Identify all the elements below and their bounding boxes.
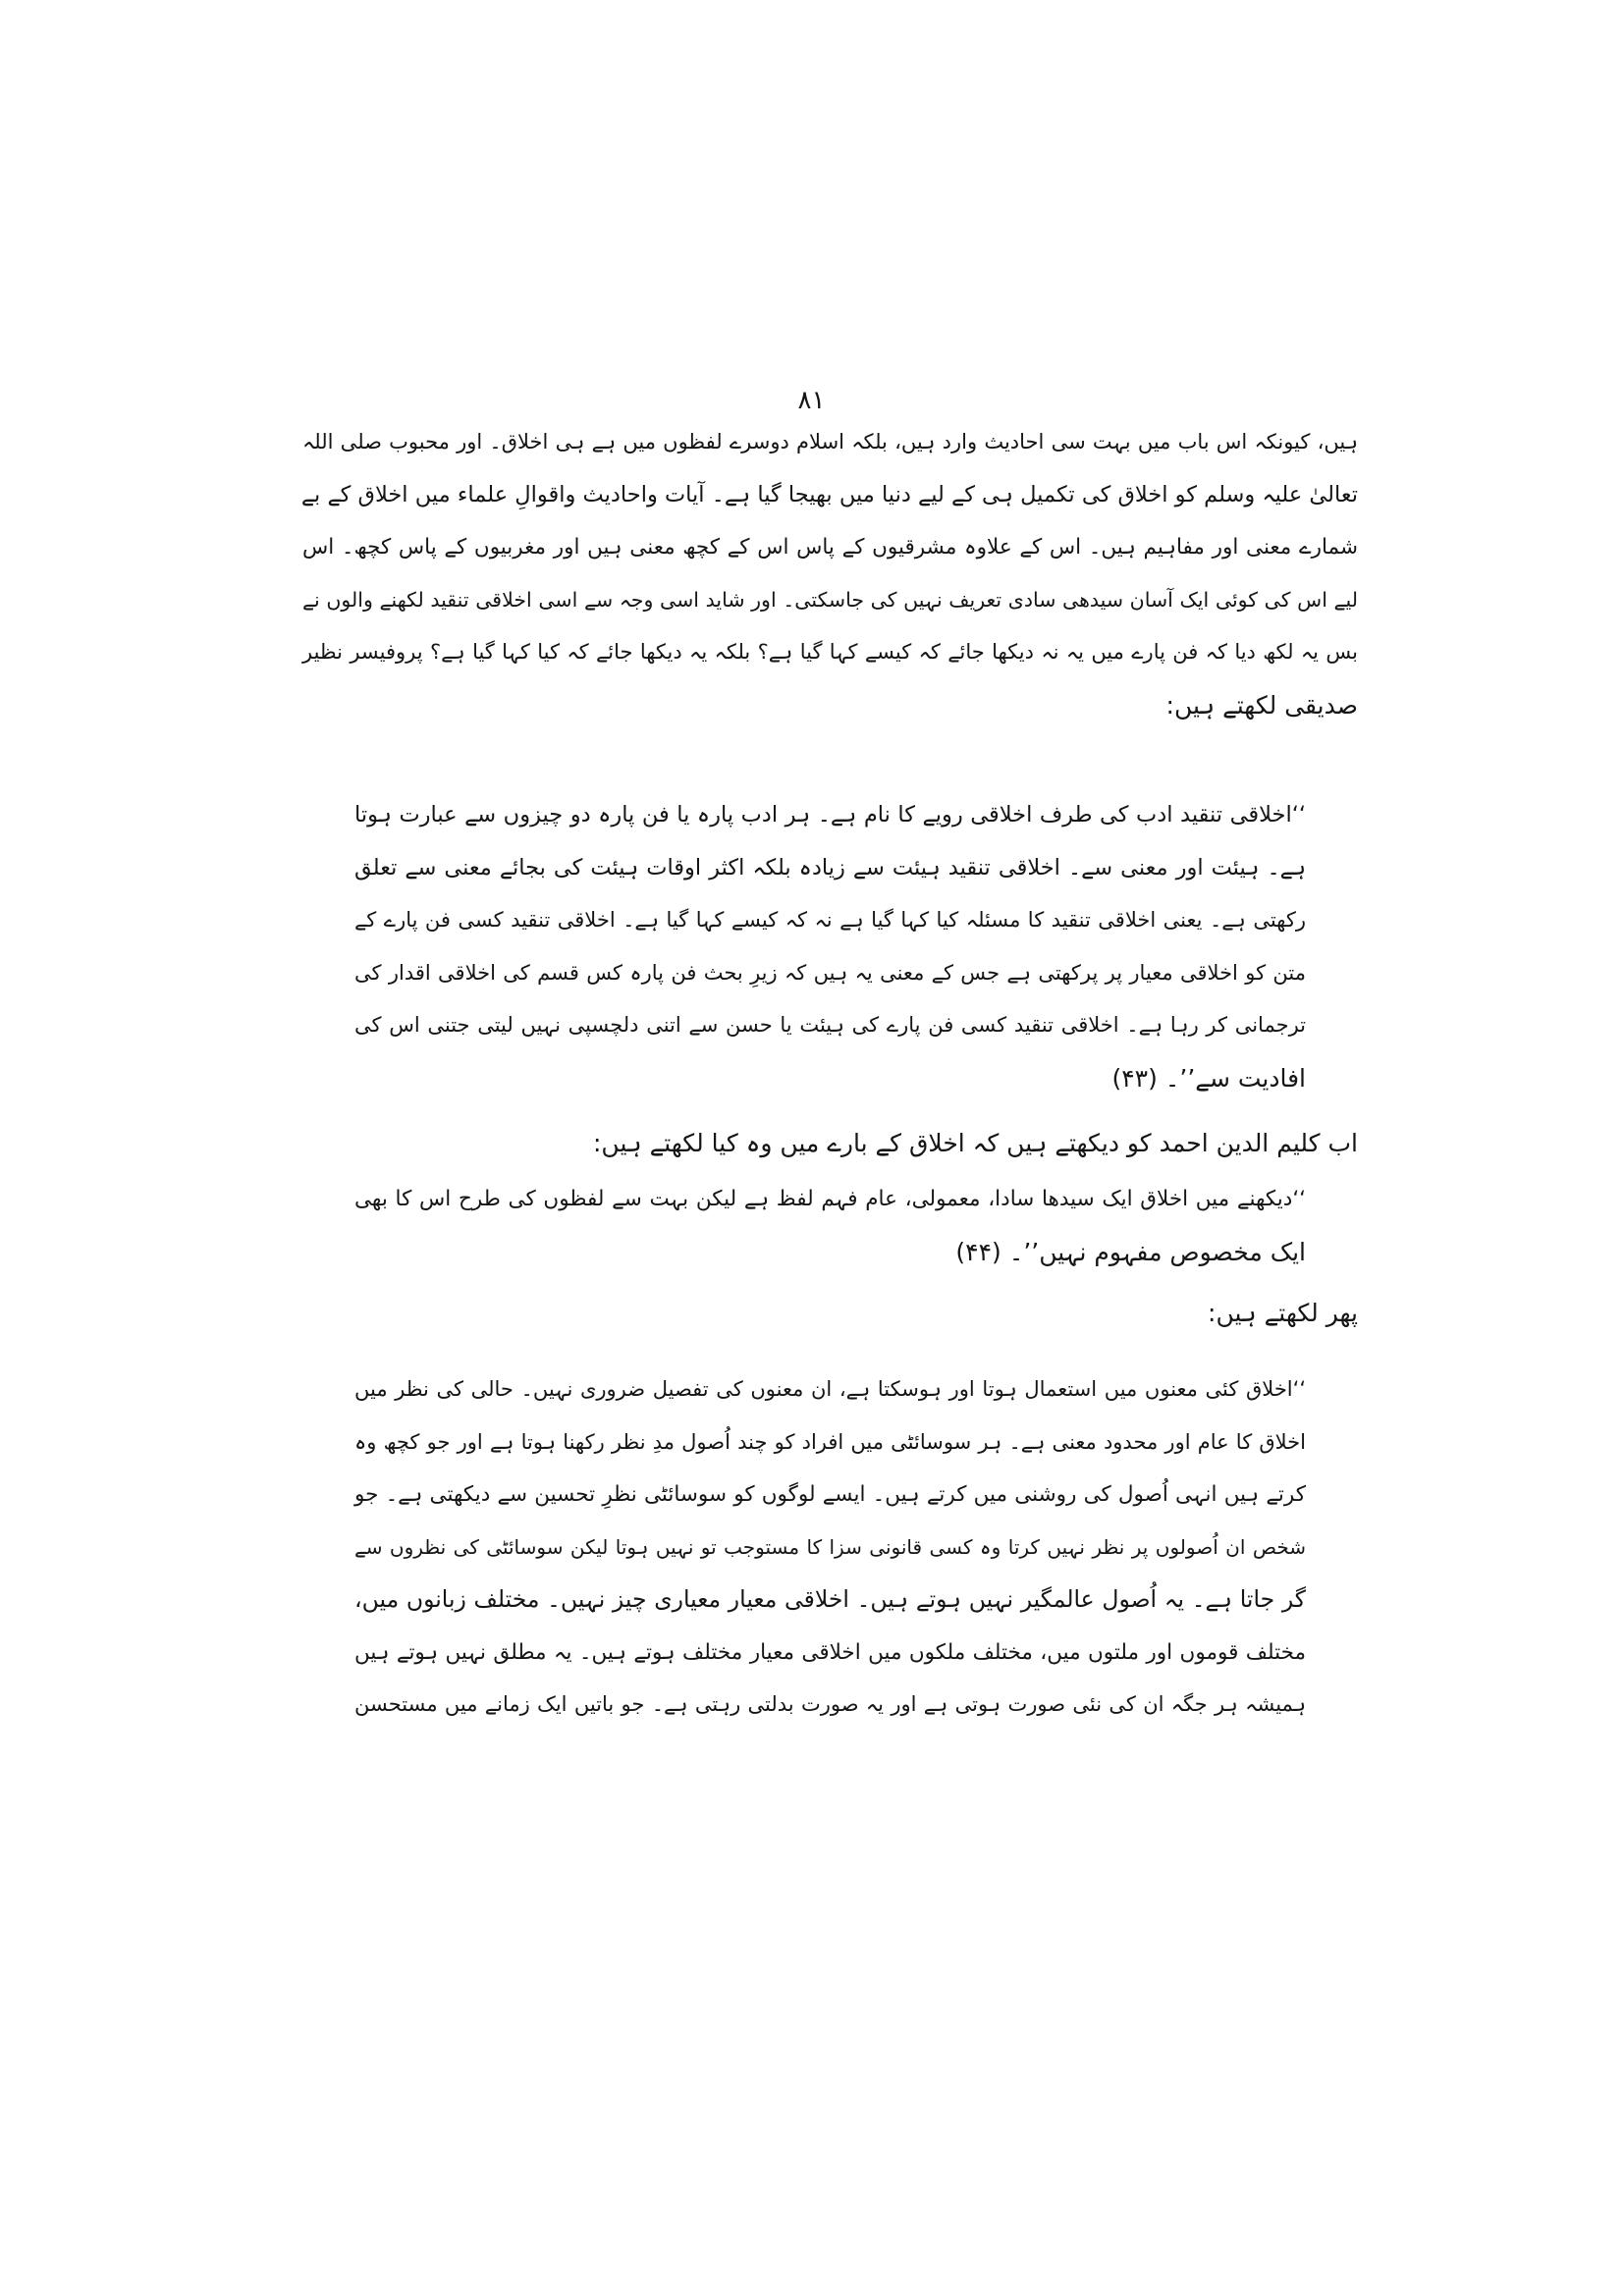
quote-line: افادیت سے’’۔ (۴۳) (1111, 1063, 1306, 1093)
paragraph-line: ہیں، کیونکہ اس باب میں بہت سی احادیث وارد ہیں، بلکہ اسلام دوسرے لفظوں میں ہے ہی اخلاق۔ اور محبوب صلی اللہ (302, 430, 1358, 454)
quote-line: اخلاق کا عام اور محدود معنی ہے۔ ہر سوسائٹی میں افراد کو چند اُصول مدِ نظر رکھنا ہوتا ہے اور جو کچھ وہ (354, 1429, 1306, 1454)
paragraph-line: تعالیٰ علیہ وسلم کو اخلاق کی تکمیل ہی کے لیے دنیا میں بھیجا گیا ہے۔ آیات واحادیث واقوالِ علماء میں اخلاق کے بے (300, 481, 1358, 507)
paragraph-line: شمارے معنی اور مفاہیم ہیں۔ اس کے علاوہ مشرقیوں کے پاس اس کے کچھ معنی ہیں اور مغربیوں کے پاس کچھ۔ اس (302, 535, 1358, 560)
quote-line: کرتے ہیں انہی اُصول کی روشنی میں کرتے ہیں۔ ایسے لوگوں کو سوسائٹی نظرِ تحسین سے دیکھتی ہے۔ جو (354, 1482, 1306, 1507)
intro-line (302, 1287, 1358, 1340)
intro-text: اب کلیم الدین احمد کو دیکھتے ہیں کہ اخلاق کے بارے میں وہ کیا لکھتے ہیں: (593, 1129, 1358, 1157)
quote-line: گر جاتا ہے۔ یہ اُصول عالمگیر نہیں ہوتے ہیں۔ اخلاقی معیار معیاری چیز نہیں۔ مختلف زبانوں میں، (354, 1585, 1306, 1613)
quote-line: رکھتی ہے۔ یعنی اخلاقی تنقید کا مسئلہ کیا کہا گیا ہے نہ کہ کیسے کہا گیا ہے۔ اخلاقی تنقید کسی فن پارے کے (354, 908, 1306, 932)
quote-line: ترجمانی کر رہا ہے۔ اخلاقی تنقید کسی فن پارے کی ہیئت یا حسن سے اتنی دلچسپی نہیں لیتی جتنی اس کی (354, 1013, 1306, 1037)
paragraph-line: بس یہ لکھ دیا کہ فن پارے میں یہ نہ دیکھا جائے کہ کیسے کہا گیا ہے؟ بلکہ یہ دیکھا جائے کہ کیا کہا گیا ہے؟ پروفیسر نظیر (302, 640, 1358, 664)
paragraph-line: لیے اس کی کوئی ایک آسان سیدھی سادی تعریف نہیں کی جاسکتی۔ اور شاید اسی وجہ سے اسی اخلاقی تنقید لکھنے والوں نے (302, 587, 1358, 612)
quote-line: ایک مخصوص مفہوم نہیں’’۔ (۴۴) (955, 1237, 1306, 1266)
quote-line: ‘‘اخلاقی تنقید ادب کی طرف اخلاقی رویے کا نام ہے۔ ہر ادب پارہ یا فن پارہ دو چیزوں سے عبارت ہوتا (354, 802, 1306, 828)
intro-line (302, 1117, 1358, 1170)
block-quote-continued (354, 1363, 1306, 1732)
quote-line: متن کو اخلاقی معیار پر پرکھتی ہے جس کے معنی یہ ہیں کہ زیرِ بحث فن پارہ کس قسم کی اخلاقی اقدار کی (354, 960, 1306, 985)
intro-text: پھر لکھتے ہیں: (1208, 1299, 1358, 1327)
paragraph-line: صدیقی لکھتے ہیں: (1165, 690, 1358, 720)
body-paragraph (302, 416, 1358, 731)
quote-line: مختلف قوموں اور ملتوں میں، مختلف ملکوں میں اخلاقی معیار مختلف ہوتے ہیں۔ یہ مطلق نہیں ہوتے ہیں (354, 1639, 1306, 1665)
block-quote-kaleem-uddin (354, 1173, 1306, 1278)
quote-line: ہے۔ ہیئت اور معنی سے۔ اخلاقی تنقید ہیئت سے زیادہ بلکہ اکثر اوقات ہیئت کی بجائے معنی سے تعلق (354, 854, 1306, 881)
quote-line: شخص ان اُصولوں پر نظر نہیں کرتا وہ کسی قانونی سزا کا مستوجب تو نہیں ہوتا لیکن سوسائٹی کی نظروں سے (354, 1534, 1306, 1559)
block-quote-nazir-siddiqui (354, 789, 1306, 1104)
quote-line: ‘‘اخلاق کئی معنوں میں استعمال ہوتا اور ہوسکتا ہے، ان معنوں کی تفصیل ضروری نہیں۔ حالی کی نظر میں (354, 1377, 1306, 1401)
page-number: ۸۱ (797, 386, 826, 415)
quote-line: ‘‘دیکھنے میں اخلاق ایک سیدھا سادا، معمولی، عام فہم لفظ ہے لیکن بہت سے لفظوں کی طرح اس کا بھی (354, 1187, 1306, 1211)
quote-line: ہمیشہ ہر جگہ ان کی نئی صورت ہوتی ہے اور یہ صورت بدلتی رہتی ہے۔ جو باتیں ایک زمانے میں مستحسن (354, 1692, 1306, 1716)
